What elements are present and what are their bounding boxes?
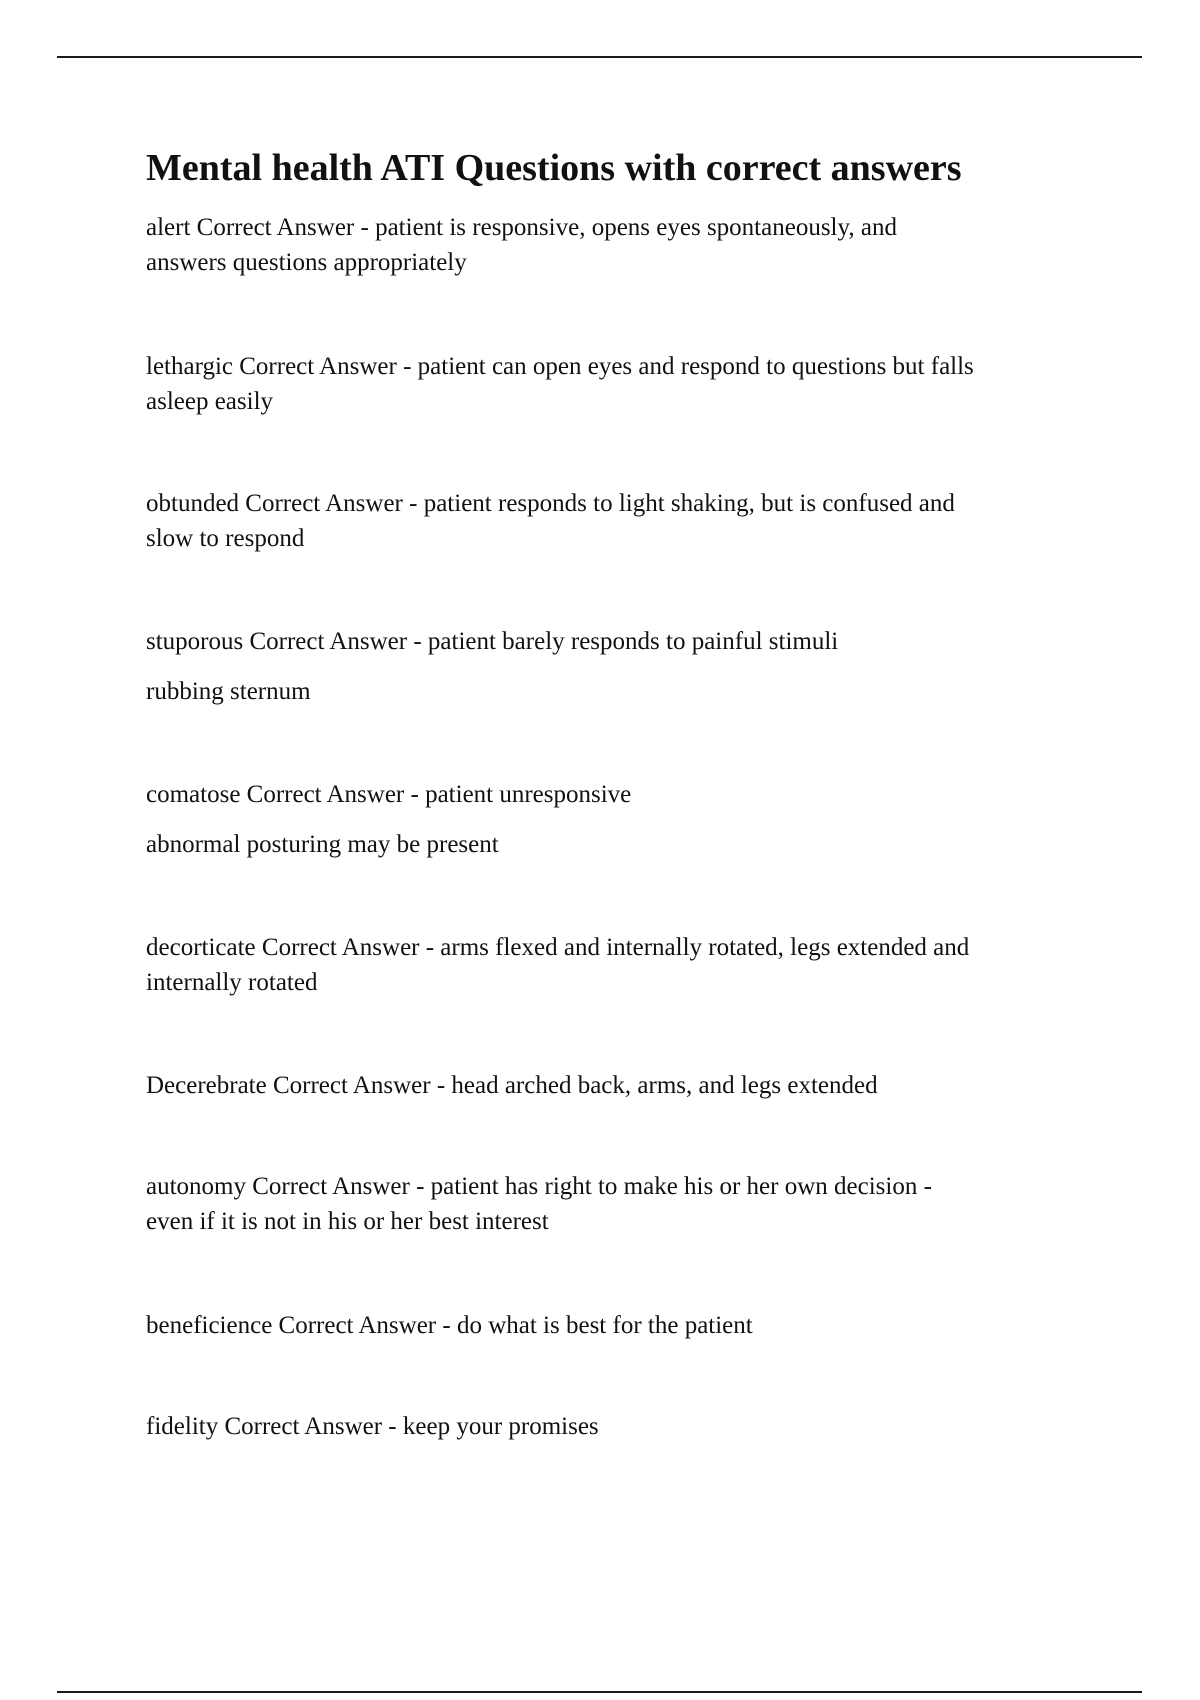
entry-line: stuporous Correct Answer - patient barely responds to painful stimuli xyxy=(146,628,839,655)
footer-rule xyxy=(57,1691,1142,1693)
document-title: Mental health ATI Questions with correct answers xyxy=(146,147,962,189)
entry-line: decorticate Correct Answer - arms flexed and internally rotated, legs extended and xyxy=(146,934,970,961)
entry-line: comatose Correct Answer - patient unresponsive xyxy=(146,781,632,808)
entry-decerebrate xyxy=(146,1068,1096,1103)
entry-line: beneficience Correct Answer - do what is best for the patient xyxy=(146,1312,753,1339)
entry-line: answers questions appropriately xyxy=(146,249,467,276)
entry-line: alert Correct Answer - patient is responsive, opens eyes spontaneously, and xyxy=(146,214,897,241)
entry-fidelity xyxy=(146,1409,1096,1444)
entry-alert xyxy=(146,210,1096,280)
entry-line: Decerebrate Correct Answer - head arched back, arms, and legs extended xyxy=(146,1072,878,1099)
entry-line: internally rotated xyxy=(146,969,318,996)
entry-decorticate xyxy=(146,930,1096,1000)
entry-stuporous xyxy=(146,624,1096,659)
entry-line: autonomy Correct Answer - patient has right to make his or her own decision - xyxy=(146,1173,932,1200)
entry-line: abnormal posturing may be present xyxy=(146,831,499,858)
entry-line: even if it is not in his or her best interest xyxy=(146,1208,549,1235)
entry-stuporous-note xyxy=(146,674,1096,709)
entry-line: lethargic Correct Answer - patient can open eyes and respond to questions but falls xyxy=(146,353,974,380)
entry-obtunded xyxy=(146,486,1096,556)
entry-line: slow to respond xyxy=(146,525,305,552)
entry-comatose-note xyxy=(146,827,1096,862)
entry-lethargic xyxy=(146,349,1096,419)
entry-line: fidelity Correct Answer - keep your promises xyxy=(146,1413,599,1440)
entry-beneficience xyxy=(146,1308,1096,1343)
header-rule xyxy=(57,56,1142,58)
entry-line: asleep easily xyxy=(146,388,274,415)
entry-line: rubbing sternum xyxy=(146,678,311,705)
entry-comatose xyxy=(146,777,1096,812)
entry-autonomy xyxy=(146,1169,1096,1239)
entry-line: obtunded Correct Answer - patient responds to light shaking, but is confused and xyxy=(146,490,955,517)
